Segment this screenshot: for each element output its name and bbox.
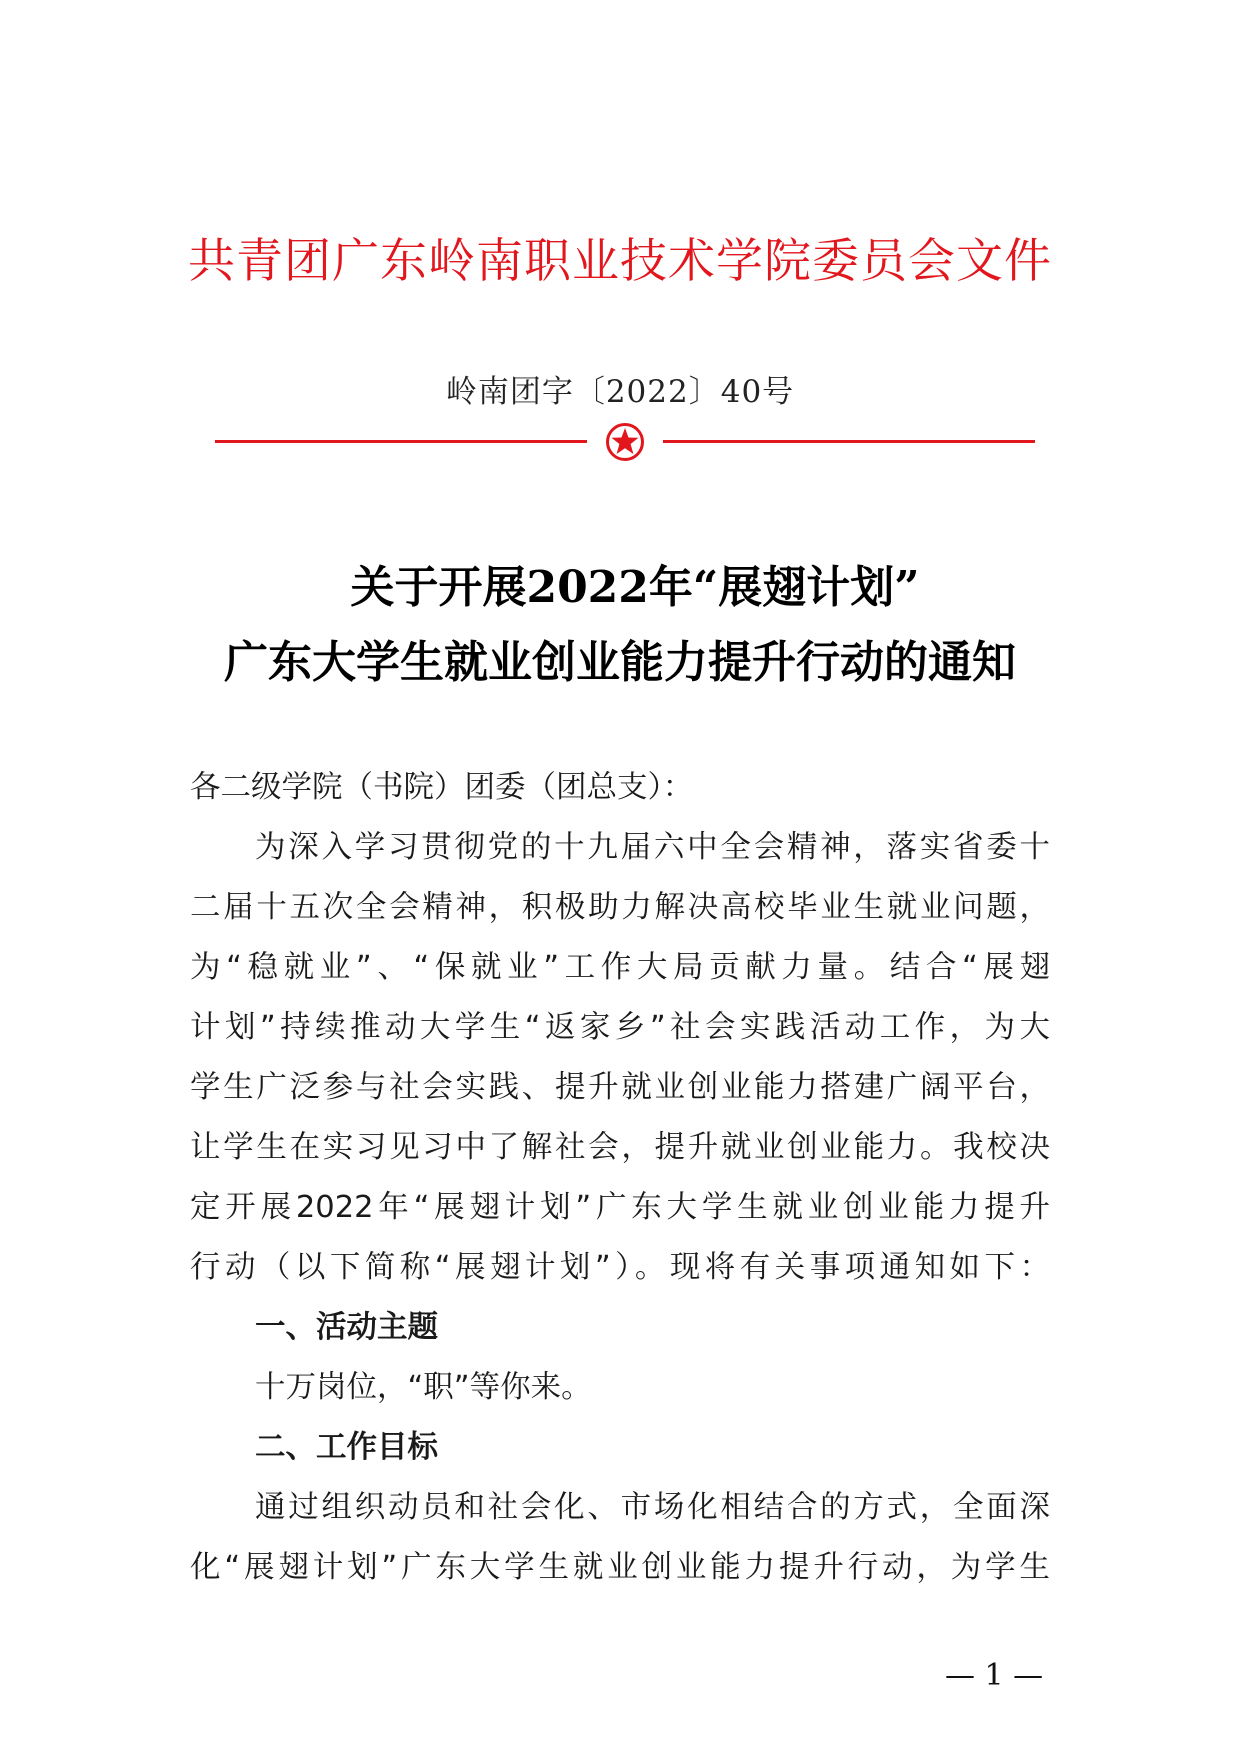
paragraph-line: 二届十五次全会精神，积极助力解决高校毕业生就业问题， — [190, 890, 1050, 925]
section-heading: 一、活动主题 — [255, 1310, 438, 1345]
red-divider-right — [663, 440, 1035, 443]
org-title: 共青团广东岭南职业技术学院委员会文件 — [188, 234, 1052, 289]
notice-title-line1: 关于开展2022年“展翅计划” — [350, 562, 920, 613]
paragraph-line: 通过组织动员和社会化、市场化相结合的方式，全面深 — [255, 1490, 1050, 1525]
paragraph-line: 定开展2022年“展翅计划”广东大学生就业创业能力提升 — [190, 1190, 1050, 1225]
paragraph-line: 为“稳就业”、“保就业”工作大局贡献力量。结合“展翅 — [190, 950, 1050, 985]
salutation: 各二级学院（书院）团委（团总支）： — [190, 770, 694, 805]
notice-title-line2: 广东大学生就业创业能力提升行动的通知 — [224, 637, 1016, 688]
paragraph-line: 为深入学习贯彻党的十九届六中全会精神，落实省委十 — [255, 830, 1050, 865]
page-number: — 1 — — [945, 1658, 1044, 1693]
paragraph-line: 化“展翅计划”广东大学生就业创业能力提升行动，为学生 — [190, 1550, 1050, 1585]
red-star-icon — [604, 421, 646, 463]
paragraph-line: 行动（以下简称“展翅计划”）。现将有关事项通知如下： — [190, 1250, 1050, 1285]
paragraph-line: 让学生在实习见习中了解社会，提升就业创业能力。我校决 — [190, 1130, 1050, 1165]
document-number: 岭南团字〔2022〕40号 — [445, 374, 795, 410]
red-divider-left — [215, 440, 587, 443]
paragraph-line: 学生广泛参与社会实践、提升就业创业能力搭建广阔平台， — [190, 1070, 1050, 1105]
section-text: 十万岗位，“职”等你来。 — [255, 1370, 592, 1405]
paragraph-line: 计划”持续推动大学生“返家乡”社会实践活动工作，为大 — [190, 1010, 1050, 1045]
section-heading: 二、工作目标 — [255, 1430, 438, 1465]
